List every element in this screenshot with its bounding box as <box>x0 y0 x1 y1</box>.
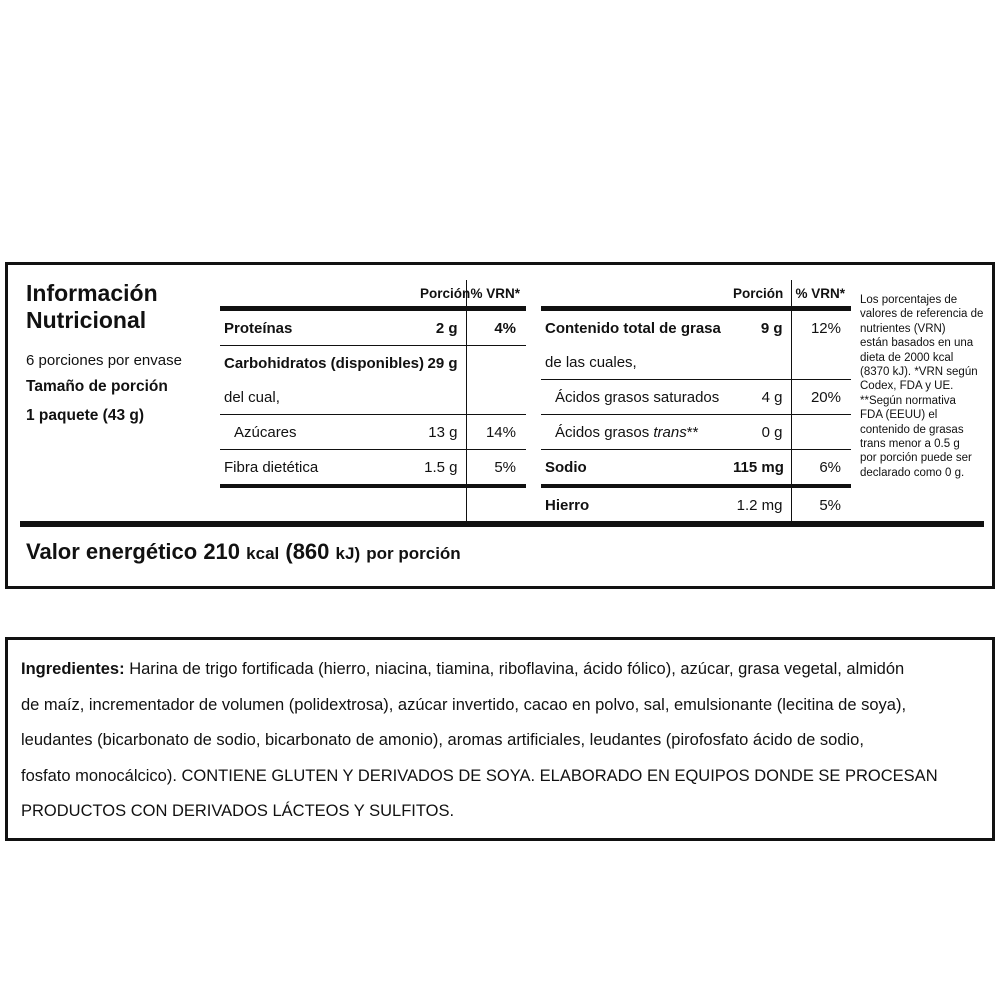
nutrition-title <box>26 280 158 334</box>
energy-kj-value: (860 <box>285 539 330 564</box>
header-vrn: % VRN* <box>791 280 851 309</box>
ingredients-label: Ingredientes: <box>21 660 125 678</box>
nutrient-vrn <box>466 346 526 381</box>
footnote-line: Los porcentajes de <box>860 294 958 306</box>
ingredients-line-5: PRODUCTOS CON DERIVADOS LÁCTEOS Y SULFITOS. <box>21 802 455 820</box>
nutrition-facts-panel <box>5 262 995 589</box>
nutrient-amount <box>416 380 466 415</box>
nutrient-name <box>541 415 729 450</box>
ingredients-line-3: leudantes (bicarbonato de sodio, bicarbonato de amonio), aromas artificiales, leudantes (pirofosfato ácido de sodio, <box>21 731 864 749</box>
nutrient-amount: 1.2 mg <box>736 496 783 514</box>
nutrient-vrn: 5% <box>466 450 526 487</box>
serving-size-value: 1 paquete (43 g) <box>26 407 144 424</box>
table-row <box>541 345 851 380</box>
nutrient-vrn: 14% <box>466 415 526 450</box>
serving-size-label: Tamaño de porción <box>26 378 168 395</box>
energy-kj-unit: kJ) <box>335 544 361 563</box>
nutrient-amount: 1.5 g <box>416 450 466 487</box>
nutrient-amount: 29 g <box>427 354 458 372</box>
footnote-line: FDA (EEUU) el <box>860 409 938 422</box>
table-row <box>541 380 851 415</box>
energy-kcal-value: 210 <box>203 539 241 564</box>
nutrient-name: Azúcares <box>220 415 416 450</box>
footnote-line: **Según normativa <box>860 394 956 407</box>
nutrient-name: de las cuales, <box>541 345 729 380</box>
nutrient-name: del cual, <box>220 380 416 415</box>
table-header <box>220 280 526 309</box>
nutrient-name-suffix: ** <box>686 423 699 441</box>
nutrient-table-right <box>541 280 851 522</box>
ingredients-text <box>21 652 986 830</box>
table-row <box>541 415 851 450</box>
ingredients-line-4: fosfato monocálcico). CONTIENE GLUTEN Y DERIVADOS DE SOYA. ELABORADO EN EQUIPOS DONDE SE PROCESAN <box>21 766 938 785</box>
nutrient-vrn: 12% <box>791 309 851 346</box>
ingredients-line-1 <box>21 652 986 688</box>
table-row <box>541 486 851 522</box>
ingredients-text-1: Harina de trigo fortificada (hierro, niacina, tiamina, riboflavina, ácido fólico), azúcar, grasa vegetal, almidón <box>129 660 905 678</box>
nutrient-name: Carbohidratos (disponibles) <box>224 354 425 372</box>
energy-label: Valor energético <box>26 539 198 564</box>
footnote-line: nutrientes (VRN) <box>860 322 946 335</box>
nutrient-vrn: 4% <box>466 309 526 346</box>
energy-divider <box>20 521 984 527</box>
footnote-line: trans menor a 0.5 g <box>860 438 960 451</box>
title-line-1: Información <box>26 280 158 306</box>
energy-suffix: por porción <box>366 544 461 563</box>
nutrient-name: Fibra dietética <box>220 450 416 487</box>
nutrient-amount: 0 g <box>729 415 791 450</box>
footnote-line: declarado como 0 g. <box>860 466 965 479</box>
table-row <box>220 309 526 346</box>
nutrient-amount: 2 g <box>416 309 466 346</box>
nutrient-name: Hierro <box>545 496 590 514</box>
footnote-line: Codex, FDA y UE. <box>860 380 954 393</box>
title-line-2: Nutricional <box>26 307 147 333</box>
footnote-line: por porción puede ser <box>860 452 972 465</box>
nutrient-name: Sodio <box>541 450 729 487</box>
nutrient-vrn <box>791 345 851 380</box>
nutrient-name: Ácidos grasos saturados <box>541 380 729 415</box>
nutrient-name-italic: trans <box>653 423 687 441</box>
table-header <box>541 280 851 309</box>
nutrient-name: Contenido total de grasa <box>541 309 729 346</box>
nutrient-name: Proteínas <box>220 309 416 346</box>
nutrient-amount: 115 mg <box>729 450 791 487</box>
nutrient-amount: 13 g <box>416 415 466 450</box>
nutrient-amount: 9 g <box>729 309 791 346</box>
table-row <box>541 309 851 346</box>
footnote-line: valores de referencia de <box>860 308 984 321</box>
nutrient-vrn: 5% <box>791 486 851 522</box>
table-row <box>541 450 851 487</box>
nutrient-amount: 4 g <box>729 380 791 415</box>
nutrient-vrn <box>791 415 851 450</box>
energy-kcal-unit: kcal <box>246 544 280 563</box>
energy-value-line <box>26 539 461 565</box>
footnote-line: contenido de grasas <box>860 423 964 436</box>
vrn-footnote <box>860 293 988 480</box>
footnote-line: (8370 kJ). *VRN según <box>860 366 978 379</box>
nutrient-vrn: 6% <box>791 450 851 487</box>
nutrient-amount <box>729 345 791 380</box>
footnote-line: dieta de 2000 kcal <box>860 351 954 364</box>
nutrient-name-prefix: Ácidos grasos <box>555 423 654 441</box>
header-portion: Porción <box>420 285 471 301</box>
table-row <box>220 380 526 415</box>
table-row-empty <box>220 486 526 522</box>
ingredients-panel <box>5 637 995 841</box>
nutrient-vrn <box>466 380 526 415</box>
servings-per-container: 6 porciones por envase <box>26 352 182 369</box>
table-row <box>220 346 526 381</box>
nutrient-table-left <box>220 280 526 522</box>
table-row <box>220 415 526 450</box>
nutrient-vrn: 20% <box>791 380 851 415</box>
ingredients-line-2: de maíz, incrementador de volumen (polidextrosa), azúcar invertido, cacao en polvo, sal, emulsionante (lecitina de soya), <box>21 695 907 714</box>
footnote-line: están basados en una <box>860 337 974 350</box>
header-portion: Porción <box>733 285 784 301</box>
table-row <box>220 450 526 487</box>
header-vrn: % VRN* <box>466 280 526 309</box>
